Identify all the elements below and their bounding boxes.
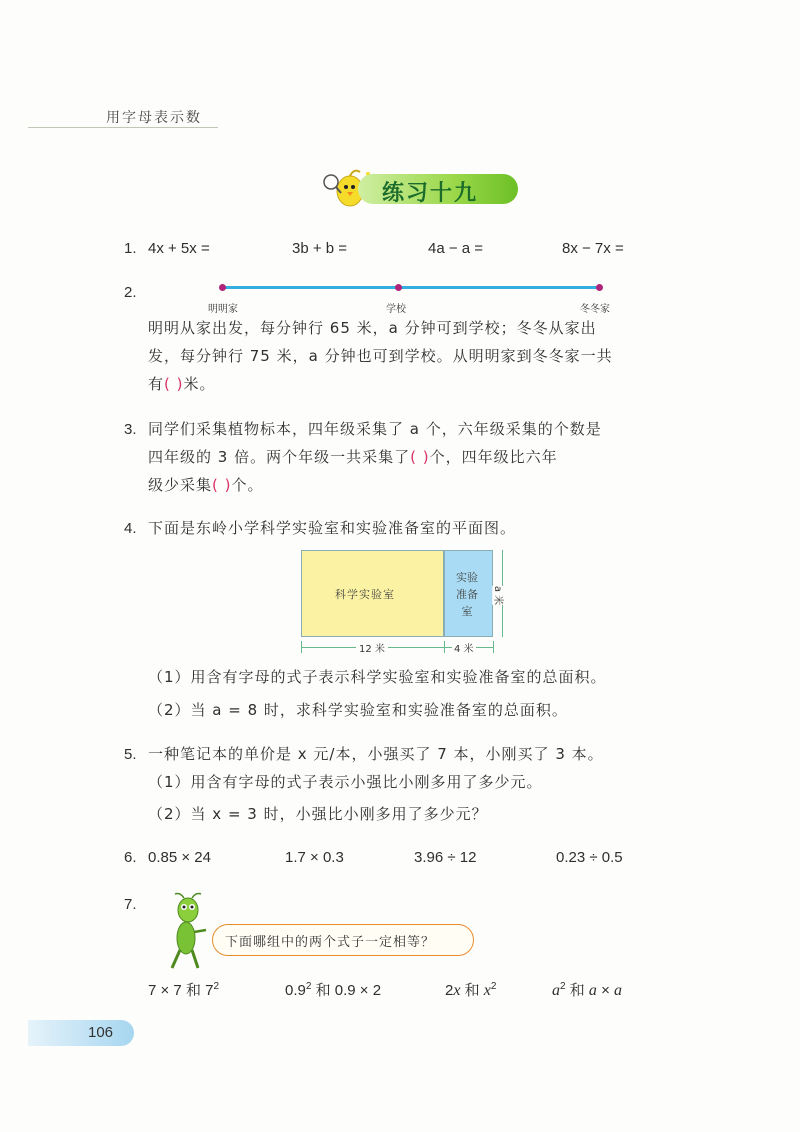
q4-number: 4. [124,520,137,537]
label-mingming-home: 明明家 [208,304,238,315]
q2-line-2: 发，每分钟行 75 米，a 分钟也可到学校。从明明家到冬冬家一共 [148,347,613,365]
q2-line-1: 明明从家出发，每分钟行 65 米，a 分钟可到学校；冬冬从家出 [148,319,597,337]
point-mingming-home [219,284,226,291]
point-dongdong-home [596,284,603,291]
label-school: 学校 [386,304,406,315]
q3-line-2-post: 个，四年级比六年 [429,448,558,466]
q3-line-3-pre: 级少采集 [148,476,213,494]
q2-line-3-pre: 有 [148,375,165,393]
width-label-4m: 4 米 [452,640,476,655]
q1-number: 1. [124,240,137,257]
point-school [395,284,402,291]
grasshopper-mascot-icon [160,892,210,972]
q6-item-2: 1.7 × 0.3 [285,849,344,866]
width-label-12m: 12 米 [356,640,388,655]
q1-item-3: 4a − a = [428,240,484,257]
q4-sub-1: （1）用含有字母的式子表示科学实验室和实验准备室的总面积。 [148,668,607,686]
q7-item-3: 2x 和 $x^2$ [445,981,497,999]
page-number: 106 [88,1024,114,1041]
q3-line-3-post: 个。 [231,476,264,494]
route-line [222,286,600,289]
q7-item-2: $0.9^2$ 和 0.9 × 2 [285,981,382,999]
q6-item-1: 0.85 × 24 [148,849,211,866]
q5-sub-2: （2）当 x = 3 时，小强比小刚多用了多少元？ [148,805,488,823]
q7-item-4: $a^2$ 和 a × a [552,981,623,999]
header-rule [28,127,218,128]
science-lab-label: 科学实验室 [335,588,395,601]
q7-number: 7. [124,896,137,913]
q3-answer-blank-2[interactable]: ( ) [212,476,232,494]
q3-line-2-pre: 四年级的 3 倍。两个年级一共采集了 [148,448,411,466]
q5-stem: 一种笔记本的单价是 x 元/本，小强买了 7 本，小刚买了 3 本。 [148,745,604,763]
exercise-title: 练习十九 [382,181,479,206]
q3-line-1: 同学们采集植物标本，四年级采集了 a 个，六年级采集的个数是 [148,420,602,438]
q6-number: 6. [124,849,137,866]
q3-answer-blank-1[interactable]: ( ) [410,448,430,466]
q2-answer-blank[interactable]: ( ) [164,375,184,393]
q4-stem: 下面是东岭小学科学实验室和实验准备室的平面图。 [148,519,517,537]
q1-item-2: 3b + b = [292,240,348,257]
q3-line-2 [148,444,558,471]
q6-item-3: 3.96 ÷ 12 [414,849,477,866]
q5-number: 5. [124,746,137,763]
q2-line-3 [148,371,216,398]
height-label-a-m: a 米 [492,586,507,605]
q3-number: 3. [124,421,137,438]
q2-line-3-post: 米。 [183,375,216,393]
q6-item-4: 0.23 ÷ 0.5 [556,849,623,866]
exercise-title-banner [320,162,520,212]
dim-tick-mid [444,641,445,653]
q3-line-3 [148,472,264,499]
prep-room-label: 实验准备室 [456,571,478,618]
section-title: 用字母表示数 [106,110,202,126]
dim-tick-right [493,641,494,653]
q5-sub-1: （1）用含有字母的式子表示小强比小刚多用了多少元。 [148,773,543,791]
label-dongdong-home: 冬冬家 [580,304,610,315]
page-number-bar [28,1020,134,1046]
q2-number: 2. [124,284,137,301]
q1-item-4: 8x − 7x = [562,240,624,257]
speech-text: 下面哪组中的两个式子一定相等？ [225,935,436,950]
q1-item-1: 4x + 5x = [148,240,210,257]
q7-item-1: 7 × 7 和 $7^2$ [148,981,220,999]
q4-sub-2: （2）当 a = 8 时，求科学实验室和实验准备室的总面积。 [148,701,568,719]
dim-tick-left [301,641,302,653]
